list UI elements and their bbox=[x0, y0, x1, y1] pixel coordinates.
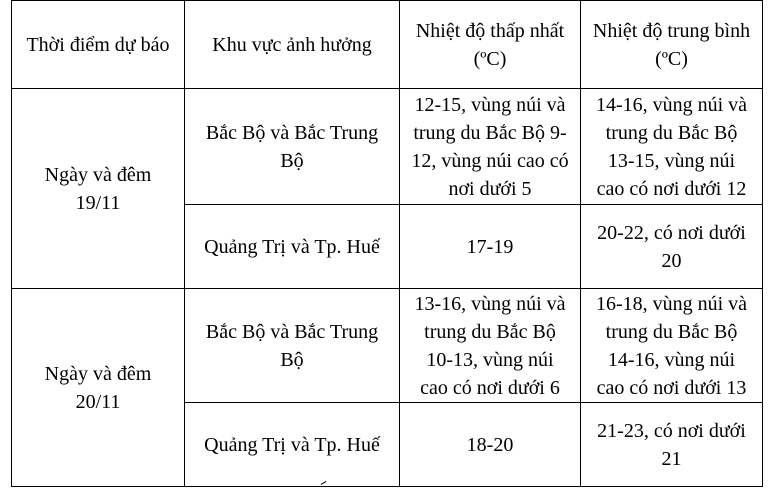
header-min-temp bbox=[400, 1, 581, 89]
min-temp-line: cao có nơi dưới 6 bbox=[420, 376, 560, 399]
area-line: Bộ bbox=[280, 348, 304, 371]
time-line: Ngày và đêm bbox=[44, 362, 152, 385]
header-time bbox=[12, 1, 185, 89]
header-time-label: Thời điểm dự báo bbox=[26, 33, 170, 56]
avg-temp-line: cao có nơi dưới 12 bbox=[596, 177, 747, 200]
min-temp-line: 13-16, vùng núi và bbox=[414, 292, 566, 315]
avg-temp-line: 20-22, có nơi dưới bbox=[597, 221, 746, 244]
header-min-temp-unit: (ºC) bbox=[473, 47, 507, 70]
avg-temp-line: cao có nơi dưới 13 bbox=[596, 376, 747, 399]
avg-temp-line: 20 bbox=[661, 249, 682, 272]
area-cell bbox=[185, 89, 400, 205]
header-avg-temp bbox=[581, 1, 763, 89]
header-area bbox=[185, 1, 400, 89]
min-temp-cell bbox=[400, 289, 581, 403]
forecast-table bbox=[11, 0, 763, 487]
area-cell bbox=[185, 205, 400, 289]
avg-temp-line: 14-16, vùng núi và bbox=[595, 93, 748, 116]
avg-temp-cell bbox=[581, 89, 763, 205]
avg-temp-cell bbox=[581, 289, 763, 403]
time-date: 19/11 bbox=[75, 191, 121, 214]
area-line: Bắc Bộ và Bắc Trung bbox=[205, 121, 379, 144]
avg-temp-cell bbox=[581, 205, 763, 289]
avg-temp-line: trung du Bắc Bộ bbox=[605, 320, 738, 343]
min-temp-line: 17-19 bbox=[466, 235, 514, 258]
time-cell-19-11 bbox=[12, 89, 185, 289]
time-line: Ngày và đêm bbox=[44, 163, 152, 186]
avg-temp-line: 14-16, vùng núi bbox=[607, 348, 736, 371]
header-min-temp-label: Nhiệt độ thấp nhất bbox=[415, 19, 565, 42]
min-temp-line: 10-13, vùng núi bbox=[426, 348, 554, 371]
time-date: 20/11 bbox=[75, 390, 121, 413]
min-temp-cell bbox=[400, 403, 581, 487]
min-temp-cell bbox=[400, 205, 581, 289]
header-area-label: Khu vực ảnh hưởng bbox=[212, 33, 372, 56]
avg-temp-line: 21 bbox=[661, 447, 682, 470]
min-temp-line: trung du Bắc Bộ bbox=[424, 320, 556, 343]
area-line: Quảng Trị và Tp. Huế bbox=[204, 433, 380, 456]
header-avg-temp-label: Nhiệt độ trung bình bbox=[592, 19, 751, 42]
table-header-row bbox=[12, 1, 763, 89]
table-row bbox=[12, 89, 763, 205]
area-cell bbox=[185, 403, 400, 487]
table-row bbox=[12, 289, 763, 403]
min-temp-line: 12-15, vùng núi và bbox=[414, 93, 566, 116]
avg-temp-line: 13-15, vùng núi bbox=[607, 149, 736, 172]
avg-temp-line: 16-18, vùng núi và bbox=[595, 292, 748, 315]
avg-temp-cell bbox=[581, 403, 763, 487]
time-cell-20-11 bbox=[12, 289, 185, 487]
min-temp-line: trung du Bắc Bộ 9- bbox=[413, 121, 567, 144]
area-cell bbox=[185, 289, 400, 403]
area-line: Quảng Trị và Tp. Huế bbox=[204, 235, 380, 258]
area-line: Bộ bbox=[280, 149, 304, 172]
min-temp-line: nơi dưới 5 bbox=[448, 177, 532, 200]
avg-temp-line: 21-23, có nơi dưới bbox=[597, 419, 746, 442]
header-avg-temp-unit: (ºC) bbox=[655, 47, 688, 70]
min-temp-line: 18-20 bbox=[466, 433, 514, 456]
avg-temp-line: trung du Bắc Bộ bbox=[605, 121, 738, 144]
area-line: Bắc Bộ và Bắc Trung bbox=[205, 320, 379, 343]
min-temp-line: 12, vùng núi cao có bbox=[411, 149, 569, 172]
min-temp-cell bbox=[400, 89, 581, 205]
